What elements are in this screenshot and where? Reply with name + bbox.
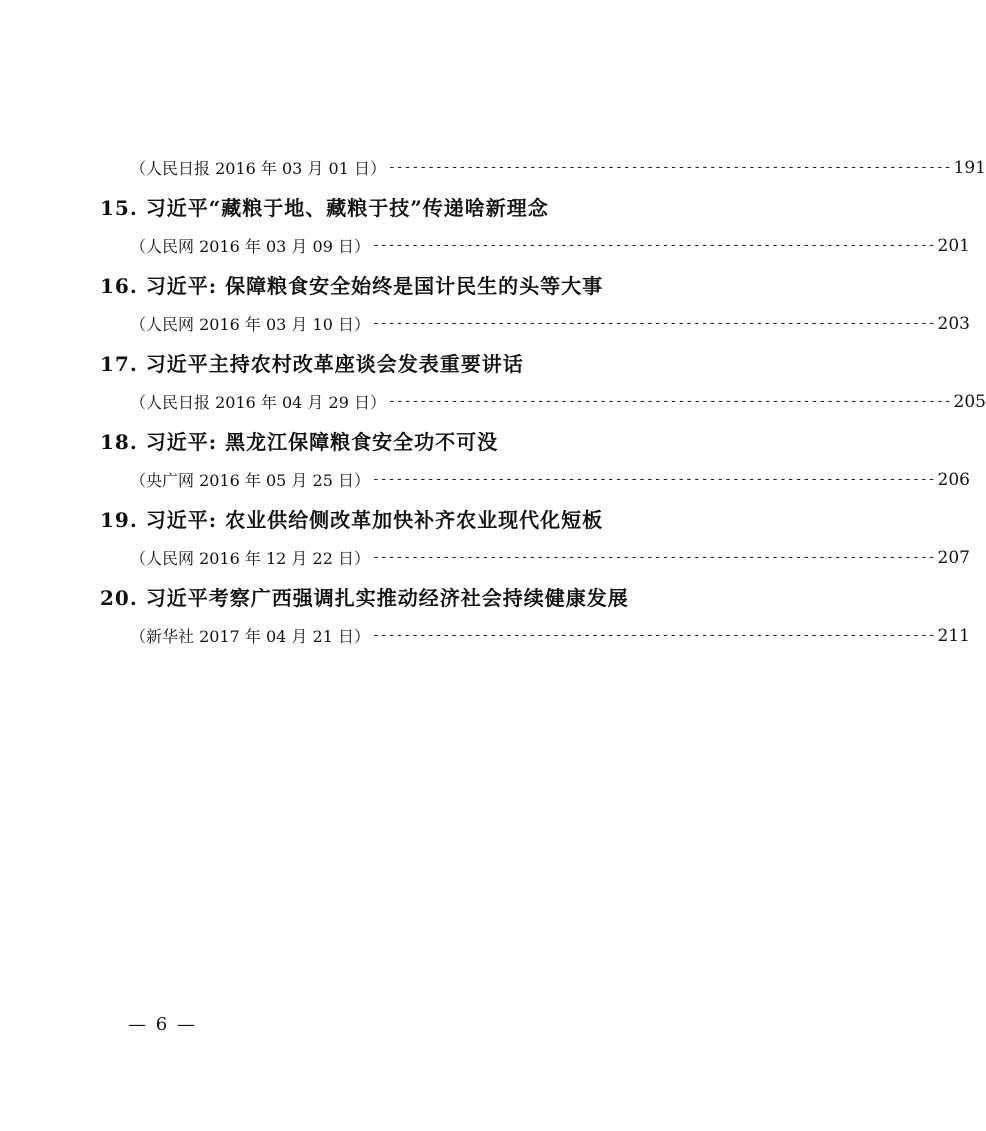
toc-title: 15. 习近平“藏粮于地、藏粮于技”传递啥新理念 xyxy=(100,196,549,220)
toc-source: （新华社 2017 年 04 月 21 日） xyxy=(130,627,370,646)
toc-page-number: 206 xyxy=(937,469,970,490)
toc-source-row xyxy=(100,460,970,499)
toc-title: 19. 习近平: 农业供给侧改革加快补齐农业现代化短板 xyxy=(100,508,604,532)
toc-title: 18. 习近平: 黑龙江保障粮食安全功不可没 xyxy=(100,430,499,454)
toc-source: （人民日报 2016 年 04 月 29 日） xyxy=(130,393,386,412)
toc-leader: ------------------------------------------------------------------------ xyxy=(387,160,952,175)
toc-title-row xyxy=(100,343,700,382)
toc-leader: ------------------------------------------------------------------------ xyxy=(371,238,936,253)
toc-source: （央广网 2016 年 05 月 25 日） xyxy=(130,471,370,490)
toc-source-row xyxy=(100,538,970,577)
toc-title-row xyxy=(100,421,700,460)
toc-title: 17. 习近平主持农村改革座谈会发表重要讲话 xyxy=(100,352,524,376)
toc-page-number: 191 xyxy=(953,157,986,178)
toc-page-number: 205 xyxy=(953,391,986,412)
table-of-contents xyxy=(100,148,986,655)
toc-leader: ------------------------------------------------------------------------ xyxy=(371,550,936,565)
toc-page-number: 203 xyxy=(937,313,970,334)
toc-title-row xyxy=(100,499,700,538)
toc-source-row xyxy=(100,304,970,343)
toc-source: （人民网 2016 年 03 月 09 日） xyxy=(130,237,370,256)
toc-source-row xyxy=(100,226,970,265)
toc-source: （人民网 2016 年 03 月 10 日） xyxy=(130,315,370,334)
toc-title: 20. 习近平考察广西强调扎实推动经济社会持续健康发展 xyxy=(100,586,629,610)
toc-source: （人民日报 2016 年 03 月 01 日） xyxy=(130,159,386,178)
toc-leader: ------------------------------------------------------------------------ xyxy=(371,316,936,331)
toc-title-row xyxy=(100,187,700,226)
toc-title: 16. 习近平: 保障粮食安全始终是国计民生的头等大事 xyxy=(100,274,604,298)
toc-title-row xyxy=(100,265,700,304)
toc-source-row xyxy=(100,148,986,187)
toc-source-row xyxy=(100,382,986,421)
toc-page-number: 211 xyxy=(937,625,970,646)
toc-source-row xyxy=(100,616,970,655)
toc-leader: ------------------------------------------------------------------------ xyxy=(371,628,936,643)
toc-source: （人民网 2016 年 12 月 22 日） xyxy=(130,549,370,568)
toc-leader: ------------------------------------------------------------------------ xyxy=(387,394,952,409)
toc-page-number: 207 xyxy=(937,547,970,568)
page-number-footer: — 6 — xyxy=(128,1014,197,1035)
toc-leader: ------------------------------------------------------------------------ xyxy=(371,472,936,487)
toc-page-number: 201 xyxy=(937,235,970,256)
toc-title-row xyxy=(100,577,700,616)
